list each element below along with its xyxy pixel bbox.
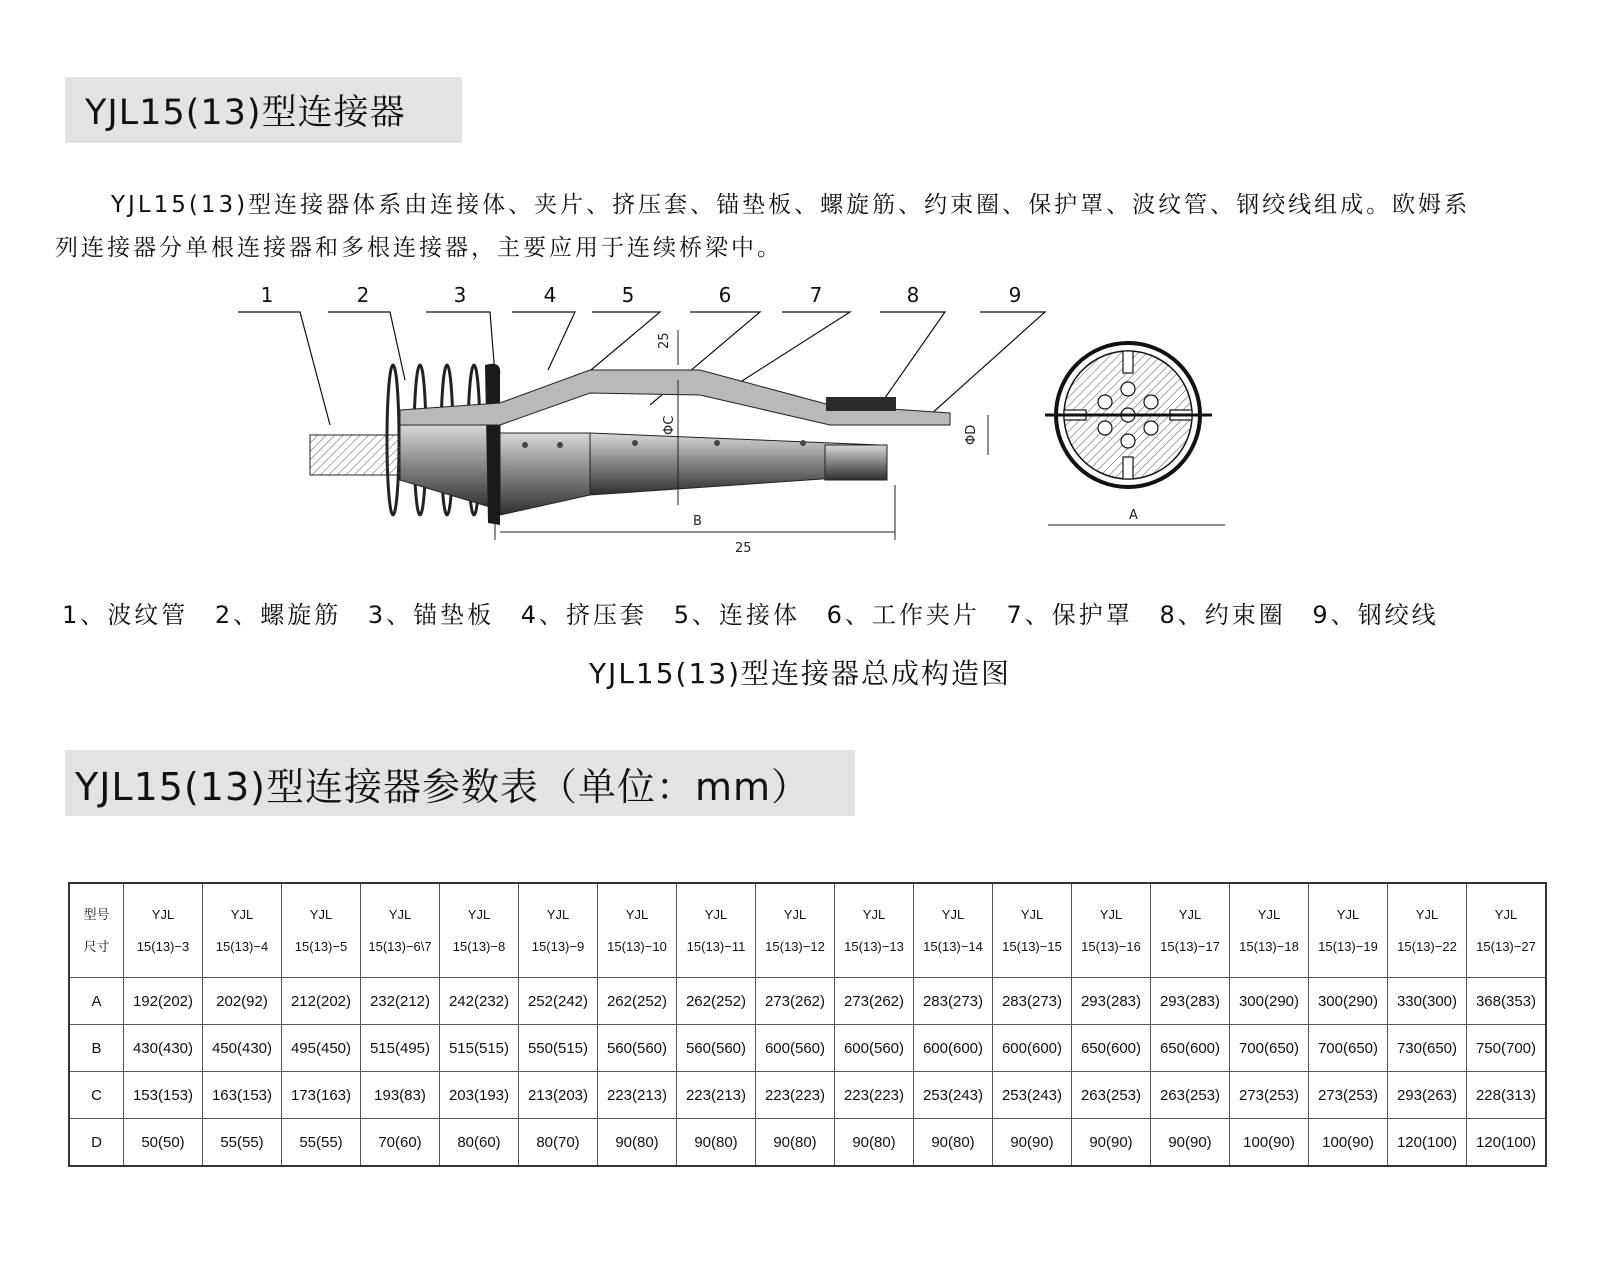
table-header-row (69, 883, 1546, 978)
table-cell: 80(70) (519, 1119, 598, 1167)
table-cell: 600(560) (756, 1025, 835, 1072)
table-cell: 263(253) (1072, 1072, 1151, 1119)
callout-1: 1 (260, 285, 274, 307)
model-header-cell: YJL 15(13)−17 (1151, 883, 1230, 978)
connector-assembly-drawing (230, 285, 1240, 565)
table-cell: 300(290) (1309, 978, 1388, 1025)
dim-bottom-25: 25 (735, 541, 752, 556)
callout-3: 3 (453, 285, 467, 307)
callout-4: 4 (543, 285, 557, 307)
table-cell: 283(273) (993, 978, 1072, 1025)
parameter-table (68, 882, 1547, 1167)
row-label-cell: D (69, 1119, 124, 1167)
model-header-cell: YJL 15(13)−15 (993, 883, 1072, 978)
table-cell: 70(60) (361, 1119, 440, 1167)
legend-item: 5、连接体 (673, 601, 800, 629)
table-cell: 252(242) (519, 978, 598, 1025)
table-cell: 100(90) (1309, 1119, 1388, 1167)
table-cell: 192(202) (124, 978, 203, 1025)
table-cell: 450(430) (203, 1025, 282, 1072)
table-cell: 90(80) (677, 1119, 756, 1167)
table-row (69, 1072, 1546, 1119)
dim-b: B (693, 514, 702, 529)
table-cell: 273(262) (835, 978, 914, 1025)
row-label-cell: C (69, 1072, 124, 1119)
legend-item: 9、钢绞线 (1312, 601, 1439, 629)
table-cell: 560(560) (677, 1025, 756, 1072)
table-cell: 120(100) (1388, 1119, 1467, 1167)
table-cell: 212(202) (282, 978, 361, 1025)
legend-item: 6、工作夹片 (826, 601, 980, 629)
table-cell: 153(153) (124, 1072, 203, 1119)
model-header-cell: YJL 15(13)−8 (440, 883, 519, 978)
dim-top-25: 25 (657, 332, 672, 349)
legend-item: 3、锚垫板 (367, 601, 495, 629)
table-cell: 223(223) (835, 1072, 914, 1119)
table-cell: 430(430) (124, 1025, 203, 1072)
model-header-cell: YJL 15(13)−14 (914, 883, 993, 978)
table-cell: 330(300) (1388, 978, 1467, 1025)
table-cell: 213(203) (519, 1072, 598, 1119)
table-cell: 253(243) (914, 1072, 993, 1119)
row-label-cell: B (69, 1025, 124, 1072)
table-cell: 55(55) (282, 1119, 361, 1167)
table-cell: 293(283) (1151, 978, 1230, 1025)
table-cell: 515(495) (361, 1025, 440, 1072)
model-header-cell: YJL 15(13)−9 (519, 883, 598, 978)
callout-2: 2 (356, 285, 370, 307)
table-row (69, 978, 1546, 1025)
table-cell: 650(600) (1151, 1025, 1230, 1072)
model-header-cell: YJL 15(13)−4 (203, 883, 282, 978)
table-cell: 202(92) (203, 978, 282, 1025)
table-cell: 90(80) (914, 1119, 993, 1167)
callout-7: 7 (809, 285, 823, 307)
table-cell: 273(253) (1309, 1072, 1388, 1119)
dim-phi-d: ΦD (964, 424, 979, 445)
intro-paragraph: YJL15(13)型连接器体系由连接体、夹片、挤压套、锚垫板、螺旋筋、约束圈、保护罩、波纹管、钢绞线组成。欧姆系列连接器分单根连接器和多根连接器，主要应用于连续桥梁中。 (55, 192, 1471, 261)
table-cell: 55(55) (203, 1119, 282, 1167)
table-cell: 515(515) (440, 1025, 519, 1072)
table-row (69, 1119, 1546, 1167)
table-cell: 223(223) (756, 1072, 835, 1119)
callout-6: 6 (718, 285, 732, 307)
table-corner-cell: 型号 尺寸 (69, 883, 124, 978)
table-cell: 232(212) (361, 978, 440, 1025)
table-cell: 600(560) (835, 1025, 914, 1072)
table-cell: 283(273) (914, 978, 993, 1025)
model-header-cell: YJL 15(13)−12 (756, 883, 835, 978)
table-cell: 750(700) (1467, 1025, 1547, 1072)
table-cell: 262(252) (677, 978, 756, 1025)
callout-5: 5 (621, 285, 635, 307)
model-header-cell: YJL 15(13)−5 (282, 883, 361, 978)
table-cell: 90(90) (1072, 1119, 1151, 1167)
model-header-cell: YJL 15(13)−22 (1388, 883, 1467, 978)
table-cell: 262(252) (598, 978, 677, 1025)
table-cell: 163(153) (203, 1072, 282, 1119)
table-cell: 242(232) (440, 978, 519, 1025)
component-legend (62, 595, 1542, 630)
table-cell: 228(313) (1467, 1072, 1547, 1119)
model-header-cell: YJL 15(13)−18 (1230, 883, 1309, 978)
model-header-cell: YJL 15(13)−19 (1309, 883, 1388, 978)
table-row (69, 1025, 1546, 1072)
model-header-cell: YJL 15(13)−16 (1072, 883, 1151, 978)
table-cell: 50(50) (124, 1119, 203, 1167)
table-cell: 90(80) (756, 1119, 835, 1167)
model-header-cell: YJL 15(13)−3 (124, 883, 203, 978)
table-cell: 700(650) (1230, 1025, 1309, 1072)
legend-item: 4、挤压套 (520, 601, 648, 629)
callout-9: 9 (1008, 285, 1022, 307)
table-cell: 495(450) (282, 1025, 361, 1072)
row-label-cell: A (69, 978, 124, 1025)
section-title-parameters: YJL15(13)型连接器参数表（单位：mm） (65, 750, 855, 816)
model-header-cell: YJL 15(13)−11 (677, 883, 756, 978)
model-header-cell: YJL 15(13)−13 (835, 883, 914, 978)
dim-phi-c: ΦC (662, 415, 677, 435)
table-cell: 293(263) (1388, 1072, 1467, 1119)
table-cell: 173(163) (282, 1072, 361, 1119)
table-cell: 368(353) (1467, 978, 1547, 1025)
callout-8: 8 (906, 285, 920, 307)
legend-item: 8、约束圈 (1159, 601, 1286, 629)
table-cell: 730(650) (1388, 1025, 1467, 1072)
figure-caption: YJL15(13)型连接器总成构造图 (588, 657, 1012, 690)
legend-item: 1、波纹管 (62, 601, 189, 629)
table-cell: 253(243) (993, 1072, 1072, 1119)
table-cell: 263(253) (1151, 1072, 1230, 1119)
table-cell: 193(83) (361, 1072, 440, 1119)
table-cell: 600(600) (993, 1025, 1072, 1072)
dim-a: A (1129, 508, 1138, 523)
table-cell: 223(213) (598, 1072, 677, 1119)
model-header-cell: YJL 15(13)−6\7 (361, 883, 440, 978)
leader-lines (238, 312, 1045, 425)
section-title-connector: YJL15(13)型连接器 (65, 77, 462, 143)
table-cell: 80(60) (440, 1119, 519, 1167)
table-cell: 90(80) (835, 1119, 914, 1167)
legend-item: 2、螺旋筋 (214, 601, 342, 629)
table-cell: 90(80) (598, 1119, 677, 1167)
callout-labels (261, 285, 1022, 307)
table-cell: 90(90) (1151, 1119, 1230, 1167)
model-header-cell: YJL 15(13)−27 (1467, 883, 1547, 978)
table-cell: 120(100) (1467, 1119, 1547, 1167)
table-cell: 273(262) (756, 978, 835, 1025)
legend-item: 7、保护罩 (1006, 601, 1133, 629)
table-cell: 300(290) (1230, 978, 1309, 1025)
table-cell: 700(650) (1309, 1025, 1388, 1072)
table-cell: 293(283) (1072, 978, 1151, 1025)
table-cell: 600(600) (914, 1025, 993, 1072)
table-cell: 100(90) (1230, 1119, 1309, 1167)
table-cell: 650(600) (1072, 1025, 1151, 1072)
table-cell: 273(253) (1230, 1072, 1309, 1119)
table-cell: 203(193) (440, 1072, 519, 1119)
table-cell: 223(213) (677, 1072, 756, 1119)
table-cell: 560(560) (598, 1025, 677, 1072)
table-cell: 90(90) (993, 1119, 1072, 1167)
model-header-cell: YJL 15(13)−10 (598, 883, 677, 978)
table-cell: 550(515) (519, 1025, 598, 1072)
end-view-circle (1045, 343, 1212, 487)
